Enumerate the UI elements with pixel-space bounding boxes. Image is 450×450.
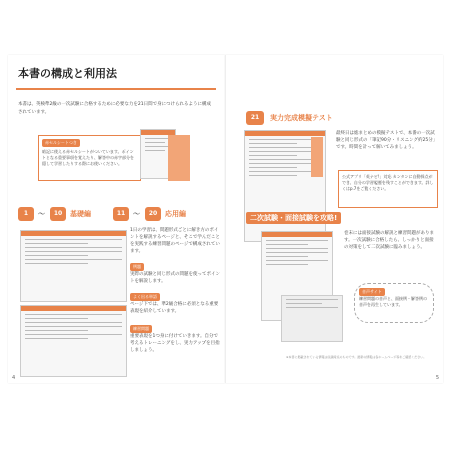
- second-exam-text: 巻末には面接試験の解説と練習問題があります。一次試験に合格したら、しっかりと面接の対策をして二次試験に臨みましょう。: [344, 231, 434, 250]
- basic-label: 基礎編: [70, 210, 91, 218]
- audio-note-text: 練習問題の音声と、面接例・解答例の音声を再生しています。: [359, 296, 427, 307]
- right-page: [225, 55, 443, 383]
- day-range-band: [18, 205, 218, 223]
- red-sheet-image: [168, 135, 190, 181]
- audio-cloud-note: [354, 283, 434, 323]
- day21-label: 実力完成模擬テスト: [270, 114, 333, 122]
- tilde-1: 〜: [38, 210, 45, 218]
- tilde-2: 〜: [133, 210, 140, 218]
- sheet-note-box: [38, 135, 141, 181]
- vocab-tag: よく出る単語: [130, 293, 160, 301]
- example-tag: 例題: [130, 263, 144, 271]
- day-10-badge: 10: [50, 207, 66, 221]
- structure-explain: 1日の学習は、問題形式ごとに解き方のポイントを解説するページと、そこで学んだことを実践する練習問題のページで構成されています。: [130, 228, 220, 254]
- app-note-box: 公式アプリ「英ナビ!」対応 カンタンに自動採点ができ、自分の学習履歴を残すことができます。詳しくはp.7をご覧ください。: [338, 170, 438, 208]
- exercise-text: 重要表現を1つ身に付けていきます。自分で考えるトレーニングをし、実力アップを目指しましょう。: [130, 334, 220, 353]
- day-1-badge: 1: [18, 207, 34, 221]
- second-exam-label: 二次試験・面接試験を攻略!: [246, 212, 341, 224]
- example-text: 実際の試験と同じ形式の問題を使ってポイントを解説します。: [130, 272, 220, 284]
- footnote: ※本書に掲載されている情報は収録時点のものです。最新の情報は各ホームページ等をご確認ください。: [286, 355, 427, 359]
- title-underline: [16, 88, 216, 90]
- sheet-note-text: 暗記に使える赤セルシートがついています。ポイントとなる重要事項を覚えたり、解答中の赤字部分を隠して学習したりする際にお使いください。: [42, 149, 134, 166]
- exercise-tag: 練習問題: [130, 325, 152, 333]
- day-11-badge: 11: [113, 207, 129, 221]
- page-title: 本書の構成と利用法: [18, 67, 117, 80]
- illustration-card: [281, 295, 343, 342]
- book-spread: [8, 55, 442, 383]
- day21-badge: 21: [246, 111, 264, 125]
- lesson-page-thumb: [20, 230, 127, 302]
- page-number-left: 4: [12, 375, 16, 381]
- mock-test-accent: [311, 137, 323, 177]
- page-number-right: 5: [435, 375, 439, 381]
- applied-label: 応用編: [165, 210, 186, 218]
- left-page: [8, 55, 225, 383]
- intro-text: 本書は、英検準2級の一次試験に合格するために必要な力を21日間で身につけられるように構成されています。: [18, 102, 211, 115]
- exercise-page-thumb: [20, 305, 127, 377]
- sheet-tag: 赤セルシートつき: [42, 139, 80, 147]
- audio-tag: 音声サイト: [359, 288, 385, 296]
- day-20-badge: 20: [145, 207, 161, 221]
- day21-text: 最終日は総まとめの模擬テストで、本番の一次試験と同じ形式の「筆記90分・リスニング約25分」です。時間を計って解いてみましょう。: [336, 131, 436, 150]
- vocab-text: ページ下では、準2級合格に必須となる重要表現を紹介しています。: [130, 302, 219, 314]
